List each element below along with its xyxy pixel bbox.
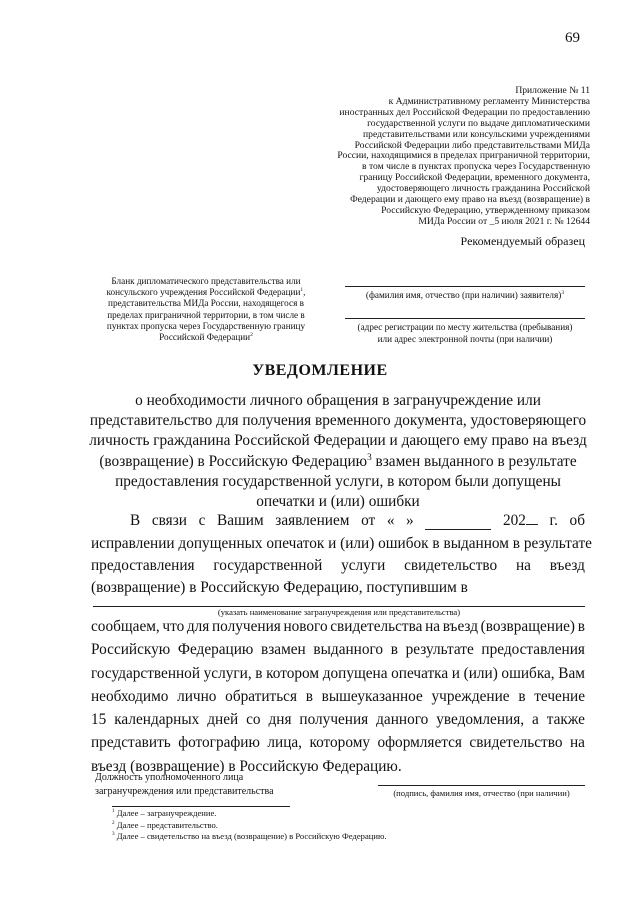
body-line bbox=[91, 685, 585, 708]
footnote-text: Далее – загранучреждение. bbox=[114, 808, 217, 818]
appendix-line: Федерации и дающего ему право на въезд (возвращение) в bbox=[350, 194, 590, 206]
body-word: сообщаем, bbox=[91, 618, 160, 635]
body-word: также bbox=[546, 711, 585, 729]
signature-line bbox=[378, 785, 585, 786]
body-word: свидетельства bbox=[330, 618, 423, 635]
body-word: дней bbox=[207, 711, 239, 729]
body-word: получения bbox=[299, 711, 369, 729]
body-word: в bbox=[577, 618, 585, 635]
appendix-line: Приложение № 11 bbox=[515, 85, 590, 96]
body-word: календарных bbox=[114, 711, 200, 729]
body-word: и bbox=[451, 664, 460, 682]
body-word: для bbox=[186, 618, 210, 635]
body-paragraph-1-line-1 bbox=[130, 512, 585, 530]
appendix-header bbox=[300, 86, 590, 228]
body-word: ошибка, bbox=[501, 664, 555, 682]
body-word: выданного bbox=[313, 641, 384, 659]
footnote-text: Далее – свидетельство на въезд (возвращение) в Российскую Федерацию. bbox=[114, 831, 387, 842]
footnote bbox=[112, 808, 387, 820]
body-line bbox=[91, 708, 585, 731]
body-word: дня bbox=[268, 711, 292, 729]
letterhead-line: консульского учреждения Российской Федерации$^1$, bbox=[106, 287, 306, 298]
signatory-position bbox=[95, 771, 274, 798]
body-word: которому bbox=[309, 734, 371, 752]
body-word: от bbox=[361, 512, 376, 529]
body-word: услуги bbox=[341, 557, 386, 574]
document-title: УВЕДОМЛЕНИЕ bbox=[252, 362, 388, 379]
footnote-ref: 3 bbox=[561, 289, 565, 296]
signature-caption: (подпись, фамилия имя, отчество (при наличии) bbox=[393, 788, 570, 798]
footnote-ref: 3 bbox=[367, 451, 372, 462]
body-word: опечатка bbox=[391, 664, 449, 682]
body-paragraph-2 bbox=[91, 615, 585, 778]
body-word: въезд bbox=[549, 557, 585, 574]
appendix-line: МИДа России от _5 июля 2021 г. № 12644 bbox=[418, 215, 590, 227]
appendix-line: удостоверяющего личность гражданина Российской bbox=[376, 183, 590, 195]
body-line: въезд (возвращение) в Российскую Федерацию. bbox=[91, 757, 402, 775]
subject-line: предоставления государственной услуги, в котором были допущены bbox=[115, 472, 561, 490]
body-word: допущена bbox=[322, 664, 388, 682]
body-word: (или) bbox=[463, 664, 498, 682]
appendix-line: в том числе в пунктах пропуска через Государственную bbox=[362, 161, 590, 173]
body-word: оформляется bbox=[377, 734, 462, 752]
body-word: Федерацию bbox=[177, 641, 254, 659]
body-word: предоставления bbox=[91, 557, 195, 574]
letterhead-line-text: Российской Федерации bbox=[159, 332, 251, 343]
body-paragraph-1-line-2: исправлении допущенных опечаток и (или) ошибок в выданном в результате bbox=[91, 535, 592, 552]
letterhead-line bbox=[92, 332, 320, 343]
recipient-address-caption-1: (адрес регистрации по месту жительства (пребывания) bbox=[357, 322, 573, 332]
body-word: В bbox=[130, 512, 141, 529]
letterhead-block bbox=[92, 276, 320, 343]
signatory-position-line-2: загранучреждения или представительства bbox=[95, 785, 274, 797]
appendix-line: государственной услуги по выдаче дипломатическими bbox=[367, 117, 590, 129]
body-word: а bbox=[531, 711, 539, 729]
body-word: лично bbox=[177, 687, 217, 705]
body-word: государственной bbox=[213, 557, 323, 574]
body-word: » bbox=[406, 512, 414, 529]
recipient-name-caption bbox=[345, 290, 585, 300]
appendix-line: представительствами или консульскими учреждениями bbox=[363, 128, 590, 140]
subject-line: о необходимости личного обращения в загранучреждение или bbox=[135, 392, 541, 409]
letterhead-line: представительства МИДа России, находящегося в bbox=[108, 298, 304, 309]
footnote-number: 1 bbox=[112, 808, 115, 815]
body-word: « bbox=[386, 512, 395, 529]
page-number: 69 bbox=[565, 30, 580, 46]
body-word: лица, bbox=[267, 734, 302, 752]
footnote-ref: 1 bbox=[300, 287, 304, 294]
body-word: государственной bbox=[91, 664, 201, 682]
letterhead-line: пунктах пропуска через Государственную границу bbox=[106, 320, 306, 331]
body-word: вышеуказанное bbox=[321, 687, 423, 705]
subject-line-text: (возвращение) в Российскую Федерацию bbox=[99, 452, 368, 470]
footnotes bbox=[112, 808, 387, 843]
footnote bbox=[112, 831, 387, 843]
appendix-line: Российской Федерации либо представительствами МИДа bbox=[354, 139, 590, 151]
body-word: со bbox=[246, 711, 261, 729]
footnote bbox=[112, 820, 387, 832]
body-word: связи bbox=[151, 512, 187, 529]
recommended-sample-label: Рекомендуемый образец bbox=[460, 234, 585, 248]
subject-line-text: взамен выданного в результате bbox=[371, 452, 577, 470]
recipient-name-caption-text: (фамилия имя, отчество (при наличии) заявителя) bbox=[365, 290, 562, 300]
body-word: результате bbox=[405, 641, 474, 659]
body-word: 202 bbox=[502, 512, 526, 529]
body-word: получения bbox=[211, 618, 281, 635]
footnote-separator bbox=[112, 806, 290, 807]
body-word: учреждение bbox=[431, 687, 510, 705]
body-word: обратиться bbox=[225, 687, 298, 705]
appendix-line: Российскую Федерацию, утвержденному приказом bbox=[381, 204, 590, 216]
date-day-field bbox=[387, 512, 414, 530]
body-word: Вашим bbox=[217, 512, 264, 529]
body-word: г. bbox=[549, 512, 558, 529]
body-word: 15 bbox=[91, 711, 107, 729]
letterhead-line: Бланк дипломатического представительства или bbox=[111, 276, 301, 286]
body-word: в bbox=[255, 664, 263, 682]
date-year-blank bbox=[526, 524, 538, 525]
appendix-line: иностранных дел Российской Федерации по предоставлению bbox=[339, 106, 590, 118]
appendix-line: границу Российской Федерации, временного документа, bbox=[359, 172, 590, 184]
body-word: фотографию bbox=[178, 734, 260, 752]
date-year-field bbox=[503, 512, 538, 530]
subject-line bbox=[88, 452, 588, 472]
body-line bbox=[91, 638, 585, 661]
recipient-address-line bbox=[345, 318, 585, 319]
subject-line: опечатки и (или) ошибки bbox=[256, 493, 420, 511]
recipient-address-caption-2: или адрес электронной почты (при наличии) bbox=[377, 334, 553, 344]
body-word: что bbox=[162, 618, 185, 635]
footnote-text: Далее – представительство. bbox=[114, 819, 218, 830]
body-word: на bbox=[425, 618, 441, 635]
appendix-line: к Административному регламенту Министерства bbox=[388, 95, 590, 107]
institution-name-caption: (указать наименование загранучреждения или представительства) bbox=[217, 607, 461, 617]
body-word: Вам bbox=[558, 664, 585, 682]
body-word: котором bbox=[266, 664, 320, 682]
letterhead-line: пределах приграничной территории, в том числе в bbox=[107, 309, 305, 320]
footnote-number: 3 bbox=[112, 831, 115, 838]
body-word: данного bbox=[376, 711, 429, 729]
body-word: необходимо bbox=[91, 687, 169, 705]
body-word: на bbox=[569, 734, 585, 752]
body-word: представить bbox=[91, 734, 171, 752]
body-word: услуги, bbox=[203, 664, 252, 682]
body-line bbox=[91, 731, 585, 754]
footnote-ref: 2 bbox=[250, 331, 253, 338]
recipient-name-line bbox=[345, 286, 585, 287]
body-word: на bbox=[515, 557, 531, 574]
body-word: свидетельство bbox=[404, 557, 498, 574]
body-word: (возвращение) bbox=[480, 618, 576, 635]
body-word: уведомления, bbox=[436, 711, 525, 729]
body-word: заявлением bbox=[275, 512, 350, 529]
letterhead-line-text: консульского учреждения Российской Федерации bbox=[106, 287, 301, 298]
document-subject bbox=[88, 391, 588, 512]
body-word: в bbox=[390, 641, 398, 659]
body-word: в bbox=[305, 687, 313, 705]
body-line bbox=[91, 662, 585, 685]
subject-line: представительство для получения временного документа, удостоверяющего bbox=[89, 412, 587, 430]
body-word: об bbox=[569, 512, 585, 529]
body-word: свидетельство bbox=[469, 734, 563, 752]
subject-line: личность гражданина Российской Федерации и дающего ему право на въезд bbox=[89, 432, 587, 450]
body-word: с bbox=[198, 512, 206, 529]
body-paragraph-1-line-4: (возвращение) в Российскую Федерацию, поступившим в bbox=[91, 579, 468, 596]
appendix-line: России, находящимися в пределах приграничной территории, bbox=[337, 150, 590, 162]
body-word: предоставления bbox=[481, 641, 585, 659]
date-month-blank bbox=[425, 512, 491, 530]
body-word: нового bbox=[283, 618, 328, 635]
footnote-number: 2 bbox=[112, 819, 115, 826]
body-word: течение bbox=[534, 687, 585, 705]
body-word: в bbox=[518, 687, 526, 705]
body-paragraph-1-line-3 bbox=[91, 557, 585, 575]
body-line bbox=[91, 615, 585, 638]
body-word: взамен bbox=[261, 641, 306, 659]
body-word: Российскую bbox=[91, 641, 171, 659]
body-word: въезд bbox=[442, 618, 478, 635]
signatory-position-line-1: Должность уполномоченного лица bbox=[95, 772, 244, 783]
